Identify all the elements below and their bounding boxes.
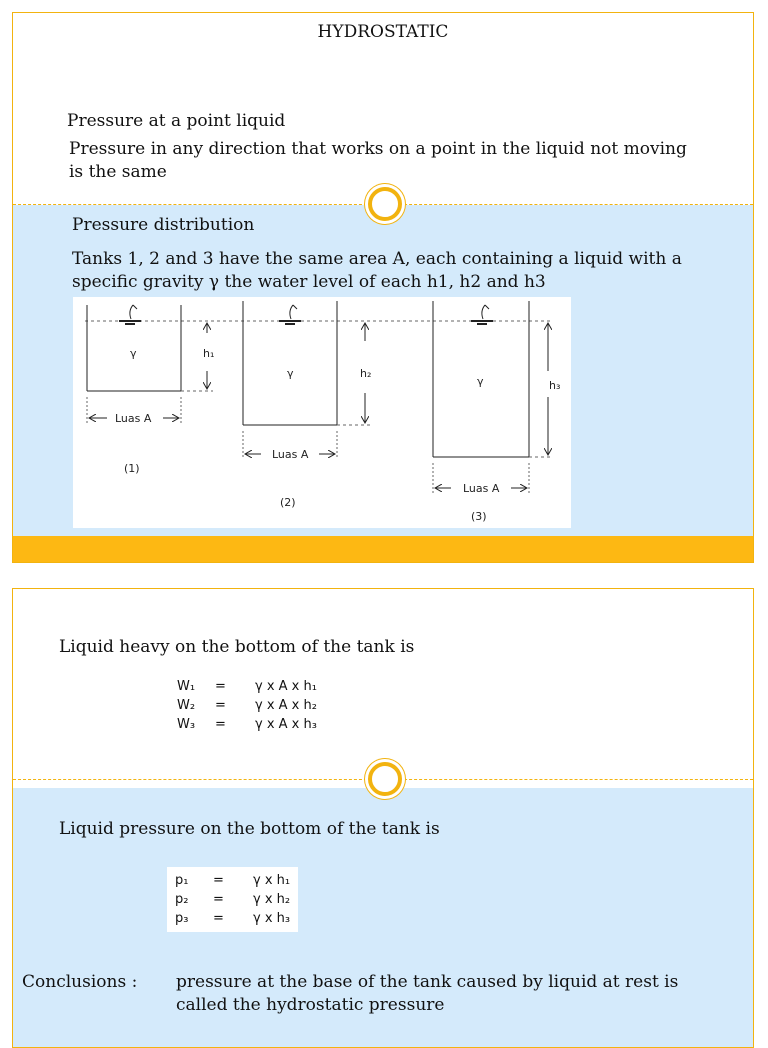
tanks-line-1: Tanks 1, 2 and 3 have the same area A, each containing a liquid with a [72, 249, 682, 269]
tank-3-caption: (3) [471, 510, 487, 523]
slide-1 [12, 12, 754, 563]
slide-title: HYDROSTATIC [317, 22, 449, 42]
paragraph-line-1: Pressure in any direction that works on a point in the liquid not moving [69, 139, 687, 159]
tank-2 [243, 301, 371, 509]
weight-formulas [169, 673, 325, 738]
paragraph-line-2: is the same [69, 162, 167, 182]
tank-3 [433, 301, 560, 523]
tank-1-caption: (1) [124, 462, 140, 475]
tank-1-area-label: Luas A [115, 412, 152, 425]
conclusion-line-2: called the hydrostatic pressure [176, 995, 445, 1015]
tanks-line-2: specific gravity γ the water level of each h1, h2 and h3 [72, 272, 546, 292]
weight-formula-2: W₂ = γ x A x h₂ [177, 698, 317, 713]
pressure-formulas [167, 867, 298, 932]
tank-2-area-label: Luas A [272, 448, 309, 461]
tank-1-gamma: γ [130, 347, 137, 360]
weight-formula-3: W₃ = γ x A x h₃ [177, 717, 317, 732]
tank-1-height-label: h₁ [203, 347, 215, 360]
conclusion-label: Conclusions : [22, 972, 138, 992]
tank-3-area-label: Luas A [463, 482, 500, 495]
divider-ring-icon-2 [368, 762, 402, 796]
tank-2-height-label: h₂ [360, 367, 372, 380]
tank-3-height-label: h₃ [549, 379, 561, 392]
pressure-formula-2: p₂ = γ x h₂ [175, 892, 291, 907]
tank-3-gamma: γ [477, 375, 484, 388]
heading-pressure-distribution: Pressure distribution [72, 215, 255, 235]
conclusion-line-1: pressure at the base of the tank caused by liquid at rest is [176, 972, 679, 992]
heading-liquid-weight: Liquid heavy on the bottom of the tank is [59, 637, 415, 657]
weight-formula-1: W₁ = γ x A x h₁ [177, 679, 317, 694]
pressure-formula-3: p₃ = γ x h₃ [175, 911, 291, 926]
heading-pressure-point: Pressure at a point liquid [67, 111, 286, 131]
footer-bar [13, 536, 753, 562]
tank-2-gamma: γ [287, 367, 294, 380]
pressure-formula-1: p₁ = γ x h₁ [175, 873, 291, 888]
tank-diagram [73, 297, 571, 528]
tank-2-caption: (2) [280, 496, 296, 509]
slide-2 [12, 588, 754, 1048]
tank-1 [87, 305, 214, 475]
heading-liquid-pressure: Liquid pressure on the bottom of the tank is [59, 819, 440, 839]
divider-ring-icon [368, 187, 402, 221]
